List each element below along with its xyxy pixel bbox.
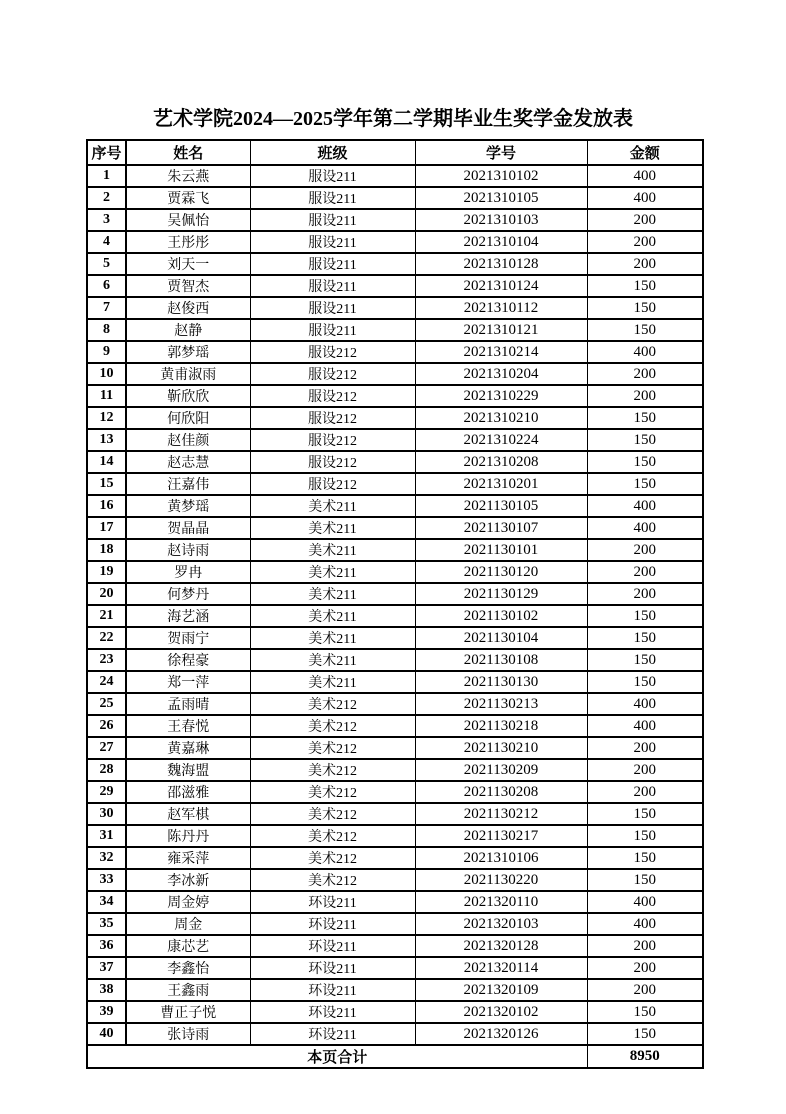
cell-seq: 37 [87,957,126,979]
table-row [87,847,703,869]
cell-seq: 2 [87,187,126,209]
table-row [87,935,703,957]
cell-name: 陈丹丹 [126,825,250,847]
cell-amount: 400 [587,187,703,209]
table-row [87,253,703,275]
cell-seq: 21 [87,605,126,627]
cell-amount: 150 [587,825,703,847]
cell-class: 美术211 [250,539,415,561]
cell-class: 服设211 [250,319,415,341]
table-row [87,429,703,451]
cell-name: 朱云燕 [126,165,250,187]
cell-student-id: 2021310103 [415,209,587,231]
cell-amount: 200 [587,539,703,561]
cell-amount: 400 [587,891,703,913]
cell-seq: 11 [87,385,126,407]
cell-student-id: 2021130107 [415,517,587,539]
cell-seq: 12 [87,407,126,429]
cell-class: 环设211 [250,1023,415,1045]
cell-class: 服设211 [250,275,415,297]
cell-seq: 5 [87,253,126,275]
cell-name: 贾霖飞 [126,187,250,209]
cell-amount: 200 [587,781,703,803]
cell-class: 服设212 [250,407,415,429]
cell-student-id: 2021310105 [415,187,587,209]
cell-class: 服设211 [250,187,415,209]
page-title: 艺术学院2024—2025学年第二学期毕业生奖学金发放表 [153,108,633,130]
cell-seq: 17 [87,517,126,539]
cell-class: 环设211 [250,891,415,913]
table-row [87,187,703,209]
table-row [87,385,703,407]
cell-student-id: 2021130217 [415,825,587,847]
footer-row [87,1045,703,1068]
cell-student-id: 2021130130 [415,671,587,693]
cell-name: 赵静 [126,319,250,341]
cell-name: 周金 [126,913,250,935]
cell-amount: 150 [587,451,703,473]
cell-student-id: 2021310112 [415,297,587,319]
cell-student-id: 2021310201 [415,473,587,495]
cell-name: 黄甫淑雨 [126,363,250,385]
cell-student-id: 2021130210 [415,737,587,759]
table-row [87,363,703,385]
cell-class: 美术212 [250,803,415,825]
cell-name: 曹正子悦 [126,1001,250,1023]
table-row [87,825,703,847]
table-row [87,297,703,319]
table-row [87,319,703,341]
cell-seq: 31 [87,825,126,847]
cell-amount: 150 [587,649,703,671]
cell-amount: 150 [587,847,703,869]
cell-seq: 15 [87,473,126,495]
cell-student-id: 2021130213 [415,693,587,715]
cell-name: 王春悦 [126,715,250,737]
cell-seq: 34 [87,891,126,913]
table-row [87,451,703,473]
cell-seq: 10 [87,363,126,385]
cell-seq: 32 [87,847,126,869]
table-row [87,517,703,539]
cell-class: 服设212 [250,385,415,407]
scholarship-table [86,139,704,1069]
cell-class: 美术211 [250,605,415,627]
cell-name: 康芯艺 [126,935,250,957]
cell-seq: 8 [87,319,126,341]
cell-seq: 38 [87,979,126,1001]
cell-seq: 25 [87,693,126,715]
cell-name: 吴佩怡 [126,209,250,231]
cell-name: 海艺涵 [126,605,250,627]
cell-name: 雍采萍 [126,847,250,869]
cell-name: 孟雨晴 [126,693,250,715]
cell-class: 服设211 [250,231,415,253]
cell-student-id: 2021320110 [415,891,587,913]
cell-student-id: 2021130102 [415,605,587,627]
cell-seq: 40 [87,1023,126,1045]
footer-total: 8950 [587,1045,703,1068]
cell-name: 赵志慧 [126,451,250,473]
cell-amount: 200 [587,737,703,759]
cell-student-id: 2021310210 [415,407,587,429]
cell-class: 美术212 [250,869,415,891]
cell-seq: 26 [87,715,126,737]
cell-class: 美术212 [250,715,415,737]
table-row [87,627,703,649]
cell-class: 美术211 [250,517,415,539]
cell-amount: 150 [587,1023,703,1045]
header-cell-class: 班级 [250,140,415,165]
cell-seq: 24 [87,671,126,693]
cell-seq: 4 [87,231,126,253]
cell-student-id: 2021130129 [415,583,587,605]
cell-amount: 200 [587,253,703,275]
table-row [87,913,703,935]
header-cell-name: 姓名 [126,140,250,165]
cell-seq: 30 [87,803,126,825]
cell-amount: 200 [587,935,703,957]
cell-student-id: 2021310102 [415,165,587,187]
cell-class: 美术212 [250,737,415,759]
cell-name: 贾智杰 [126,275,250,297]
cell-seq: 29 [87,781,126,803]
cell-class: 美术212 [250,847,415,869]
header-cell-student-id: 学号 [415,140,587,165]
cell-name: 郑一萍 [126,671,250,693]
cell-student-id: 2021310224 [415,429,587,451]
cell-amount: 400 [587,715,703,737]
cell-seq: 18 [87,539,126,561]
cell-name: 魏海盟 [126,759,250,781]
cell-name: 郭梦瑶 [126,341,250,363]
cell-name: 周金婷 [126,891,250,913]
cell-student-id: 2021130105 [415,495,587,517]
cell-amount: 200 [587,957,703,979]
table-row [87,957,703,979]
cell-seq: 1 [87,165,126,187]
cell-amount: 200 [587,979,703,1001]
table-row [87,275,703,297]
cell-name: 王鑫雨 [126,979,250,1001]
cell-student-id: 2021130218 [415,715,587,737]
cell-student-id: 2021130108 [415,649,587,671]
cell-amount: 150 [587,671,703,693]
cell-student-id: 2021320102 [415,1001,587,1023]
cell-student-id: 2021130212 [415,803,587,825]
table-row [87,539,703,561]
cell-student-id: 2021130104 [415,627,587,649]
table-row [87,979,703,1001]
cell-amount: 400 [587,165,703,187]
table-row [87,671,703,693]
cell-class: 环设211 [250,935,415,957]
footer-label: 本页合计 [87,1045,587,1068]
cell-name: 汪嘉伟 [126,473,250,495]
cell-amount: 150 [587,297,703,319]
table-body [87,165,703,1045]
cell-amount: 400 [587,517,703,539]
cell-student-id: 2021310124 [415,275,587,297]
cell-amount: 200 [587,583,703,605]
cell-student-id: 2021320126 [415,1023,587,1045]
cell-student-id: 2021310104 [415,231,587,253]
table-row [87,737,703,759]
table-row [87,649,703,671]
cell-amount: 150 [587,319,703,341]
table-row [87,1023,703,1045]
table-row [87,891,703,913]
cell-name: 赵俊西 [126,297,250,319]
cell-seq: 39 [87,1001,126,1023]
cell-amount: 150 [587,1001,703,1023]
table-row [87,561,703,583]
cell-student-id: 2021320103 [415,913,587,935]
cell-class: 服设212 [250,451,415,473]
cell-class: 服设212 [250,473,415,495]
cell-class: 服设212 [250,429,415,451]
cell-class: 美术211 [250,627,415,649]
cell-class: 美术211 [250,561,415,583]
cell-class: 美术212 [250,825,415,847]
table-row [87,693,703,715]
header-cell-amount: 金额 [587,140,703,165]
cell-seq: 27 [87,737,126,759]
cell-class: 美术212 [250,781,415,803]
table-row [87,341,703,363]
cell-amount: 200 [587,385,703,407]
table-row [87,209,703,231]
cell-name: 李冰新 [126,869,250,891]
cell-class: 美术211 [250,495,415,517]
cell-student-id: 2021310106 [415,847,587,869]
table-row [87,715,703,737]
cell-seq: 35 [87,913,126,935]
cell-class: 环设211 [250,957,415,979]
cell-class: 服设211 [250,297,415,319]
table-row [87,1001,703,1023]
cell-seq: 19 [87,561,126,583]
cell-class: 服设211 [250,209,415,231]
cell-class: 美术211 [250,583,415,605]
table-row [87,495,703,517]
cell-student-id: 2021310128 [415,253,587,275]
table-row [87,869,703,891]
table-row [87,605,703,627]
cell-amount: 200 [587,231,703,253]
table-row [87,473,703,495]
table-row [87,759,703,781]
cell-amount: 200 [587,561,703,583]
cell-name: 贺雨宁 [126,627,250,649]
cell-seq: 13 [87,429,126,451]
cell-amount: 150 [587,803,703,825]
cell-student-id: 2021310121 [415,319,587,341]
cell-class: 服设212 [250,341,415,363]
cell-amount: 400 [587,341,703,363]
cell-amount: 400 [587,693,703,715]
cell-student-id: 2021130220 [415,869,587,891]
header-row [87,140,703,165]
cell-name: 黄嘉琳 [126,737,250,759]
cell-seq: 33 [87,869,126,891]
cell-student-id: 2021310204 [415,363,587,385]
cell-name: 赵军棋 [126,803,250,825]
cell-name: 赵佳颜 [126,429,250,451]
table-row [87,165,703,187]
table-row [87,803,703,825]
cell-seq: 23 [87,649,126,671]
cell-student-id: 2021320109 [415,979,587,1001]
table-row [87,231,703,253]
cell-student-id: 2021130120 [415,561,587,583]
cell-name: 赵诗雨 [126,539,250,561]
cell-amount: 150 [587,429,703,451]
cell-amount: 400 [587,495,703,517]
cell-class: 服设211 [250,165,415,187]
cell-name: 黄梦瑶 [126,495,250,517]
cell-student-id: 2021310208 [415,451,587,473]
cell-seq: 22 [87,627,126,649]
cell-amount: 200 [587,209,703,231]
table-row [87,583,703,605]
cell-student-id: 2021130208 [415,781,587,803]
cell-name: 罗冉 [126,561,250,583]
cell-name: 何欣阳 [126,407,250,429]
cell-amount: 150 [587,869,703,891]
cell-name: 刘天一 [126,253,250,275]
cell-name: 贺晶晶 [126,517,250,539]
cell-student-id: 2021320114 [415,957,587,979]
cell-seq: 9 [87,341,126,363]
cell-name: 徐程豪 [126,649,250,671]
cell-amount: 200 [587,759,703,781]
cell-class: 环设211 [250,1001,415,1023]
cell-class: 美术212 [250,693,415,715]
cell-name: 邵滋雅 [126,781,250,803]
cell-amount: 200 [587,363,703,385]
cell-amount: 150 [587,627,703,649]
cell-name: 李鑫怡 [126,957,250,979]
table-row [87,407,703,429]
table-row [87,781,703,803]
cell-amount: 150 [587,473,703,495]
cell-amount: 400 [587,913,703,935]
header-cell-seq: 序号 [87,140,126,165]
cell-name: 靳欣欣 [126,385,250,407]
cell-name: 王彤彤 [126,231,250,253]
cell-seq: 7 [87,297,126,319]
cell-amount: 150 [587,605,703,627]
cell-seq: 3 [87,209,126,231]
cell-seq: 20 [87,583,126,605]
cell-student-id: 2021130101 [415,539,587,561]
cell-student-id: 2021320128 [415,935,587,957]
cell-class: 服设212 [250,363,415,385]
cell-class: 服设211 [250,253,415,275]
cell-name: 何梦丹 [126,583,250,605]
cell-seq: 36 [87,935,126,957]
cell-seq: 14 [87,451,126,473]
cell-class: 环设211 [250,913,415,935]
cell-student-id: 2021310229 [415,385,587,407]
cell-class: 美术211 [250,649,415,671]
cell-seq: 6 [87,275,126,297]
cell-seq: 28 [87,759,126,781]
cell-student-id: 2021310214 [415,341,587,363]
cell-class: 美术211 [250,671,415,693]
cell-amount: 150 [587,275,703,297]
cell-class: 美术212 [250,759,415,781]
cell-amount: 150 [587,407,703,429]
cell-name: 张诗雨 [126,1023,250,1045]
cell-student-id: 2021130209 [415,759,587,781]
cell-class: 环设211 [250,979,415,1001]
cell-seq: 16 [87,495,126,517]
